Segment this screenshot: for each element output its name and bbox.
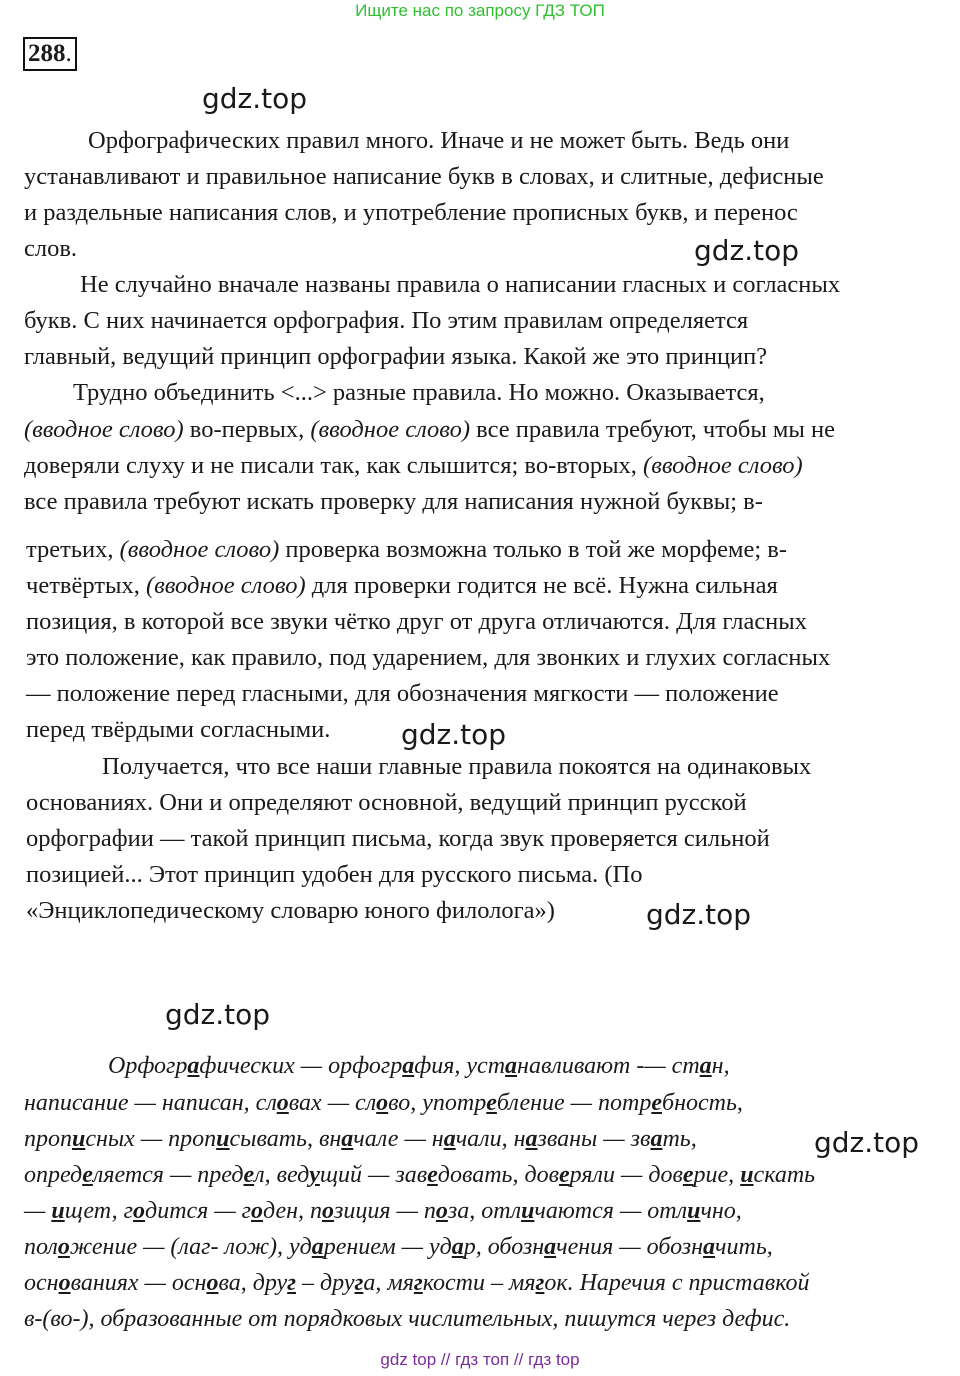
watermark: gdz.top [814,1126,920,1159]
text-line [26,535,787,565]
text-line [80,270,840,300]
marked-letter: а [650,1126,663,1152]
text-line [26,643,830,673]
exercise-number [23,37,77,71]
text-fragment: Орфогр [108,1053,188,1079]
marked-letter: а [505,1053,518,1079]
text-fragment: сывать, вн [229,1126,342,1152]
text-fragment: щий — зав [319,1162,428,1188]
text-fragment: перед твёрдыми согласными. [26,716,331,743]
text-line [26,896,555,926]
answer-line [24,1304,790,1334]
text-fragment: орфографии — такой принцип письма, когда звук проверяется сильной [26,825,770,852]
text-fragment: чить, [715,1234,773,1260]
marked-letter: е [82,1162,93,1188]
watermark: gdz.top [202,82,308,115]
marked-letter: г [287,1270,297,1296]
marked-letter: и [72,1126,86,1152]
text-fragment: слов. [24,235,78,262]
marked-letter: о [322,1198,335,1224]
watermark: gdz.top [646,898,752,931]
text-fragment: позиция, в которой все звуки чётко друг от друга отличаются. Для гласных [26,608,808,635]
marked-letter: о [57,1234,70,1260]
text-fragment: все правила требуют, чтобы мы не [470,416,835,443]
top-banner: Ищите нас по запросу ГДЗ ТОП [355,1,605,20]
marked-letter: а [451,1234,464,1260]
text-fragment: все правила требуют искать проверку для написания нужной буквы; в- [24,488,763,515]
text-fragment: Орфографических правил много. Иначе и не может быть. Ведь они [88,127,790,154]
answer-line [24,1160,815,1190]
text-fragment: жение — (лаг- лож), уд [69,1234,312,1260]
text-fragment: в-(во-), образованные от порядковых числительных, пишутся через дефис. [24,1306,791,1332]
text-fragment: ок. Наречия с приставкой [544,1270,810,1296]
placeholder-phrase: (вводное слово) [119,536,280,563]
text-fragment: бность, [662,1090,743,1116]
marked-letter: о [276,1090,289,1116]
text-line [24,451,803,481]
answer-line [24,1088,743,1118]
text-line [26,607,807,637]
marked-letter: а [525,1126,538,1152]
text-fragment: чно, [700,1198,742,1224]
text-line [24,306,748,336]
text-line [24,234,77,264]
text-fragment: проверка возможна только в той же морфеме; в- [279,536,787,563]
marked-letter: г [535,1270,545,1296]
text-fragment: третьих, [26,536,120,563]
text-fragment: ваниях — осн [70,1270,207,1296]
marked-letter: е [559,1162,570,1188]
marked-letter: и [51,1198,65,1224]
marked-letter: и [740,1162,754,1188]
text-fragment: Получается, что все наши главные правила покоятся на одинаковых [102,753,812,780]
marked-letter: у [309,1162,320,1188]
marked-letter: о [58,1270,71,1296]
text-fragment: вах — сл [288,1090,377,1116]
text-line [26,715,330,745]
text-fragment: ден, п [263,1198,323,1224]
text-fragment: — [24,1198,52,1224]
text-fragment: Не случайно вначале названы правила о написании гласных и согласных [80,271,841,298]
text-fragment: позицией... Этот принцип удобен для русского письма. (По [26,861,643,888]
text-fragment: опред [24,1162,83,1188]
text-fragment: рие, [693,1162,741,1188]
text-fragment: букв. С них начинается орфография. По этим правилам определяется [24,307,749,334]
answer-line [108,1051,730,1081]
marked-letter: о [133,1198,146,1224]
watermark: gdz.top [694,234,800,267]
text-line [26,788,747,818]
answer-line [24,1268,810,1298]
text-fragment: зиция — п [334,1198,436,1224]
marked-letter: о [206,1270,219,1296]
marked-letter: е [682,1162,694,1188]
text-fragment: рением — уд [323,1234,452,1260]
text-fragment: а, мя [363,1270,414,1296]
marked-letter: е [486,1090,497,1116]
text-fragment: довать, дов [437,1162,560,1188]
text-fragment: навливают -— ст [517,1053,700,1079]
marked-letter: и [521,1198,535,1224]
text-line [24,198,798,228]
text-line [26,679,779,709]
text-fragment: дится — г [145,1198,252,1224]
text-fragment: проп [24,1126,72,1152]
answer-line [24,1196,742,1226]
text-fragment: пол [24,1234,58,1260]
text-fragment: р, обозн [463,1234,545,1260]
marked-letter: е [427,1162,438,1188]
text-fragment: – дру [296,1270,355,1296]
text-line [24,415,835,445]
text-fragment: ляется — пред [92,1162,244,1188]
text-fragment: во, употр [388,1090,487,1116]
text-fragment: скать [753,1162,816,1188]
marked-letter: а [311,1234,324,1260]
marked-letter: а [443,1126,456,1152]
text-fragment: сных — проп [85,1126,217,1152]
exercise-number-value: 288 [28,40,66,67]
marked-letter: о [435,1198,448,1224]
text-fragment: за, отл [447,1198,522,1224]
text-fragment: и раздельные написания слов, и употребление прописных букв, и перенос [24,199,798,226]
footer-links: gdz top // гдз топ // гдз top [380,1350,580,1369]
text-fragment: ряли — дов [569,1162,683,1188]
text-fragment: осн [24,1270,59,1296]
marked-letter: а [699,1053,712,1079]
placeholder-phrase: (вводное слово) [310,416,471,443]
watermark: gdz.top [165,998,271,1031]
watermark: gdz.top [401,718,507,751]
marked-letter: и [687,1198,701,1224]
text-fragment: Трудно объединить <...> разные правила. Но можно. Оказывается, [73,379,765,406]
text-fragment: ва, дру [218,1270,288,1296]
text-fragment: фических — орфогр [199,1053,403,1079]
text-fragment: для проверки годится не всё. Нужна сильная [305,572,778,599]
text-line [24,162,824,192]
marked-letter: о [251,1198,264,1224]
text-line [26,824,770,854]
exercise-number-dot: . [65,40,72,67]
text-fragment: фия, уст [414,1053,506,1079]
text-fragment: во-первых, [183,416,311,443]
text-fragment: написание — написан, сл [24,1090,277,1116]
text-fragment: ть, [662,1126,697,1152]
marked-letter: е [651,1090,662,1116]
text-fragment: чали, н [455,1126,526,1152]
text-fragment: основаниях. Они и определяют основной, ведущий принцип русской [26,789,747,816]
text-fragment: доверяли слуху и не писали так, как слышится; во-вторых, [24,452,644,479]
text-fragment: главный, ведущий принцип орфографии языка. Какой же это принцип? [24,343,768,370]
placeholder-phrase: (вводное слово) [145,572,306,599]
text-fragment: кости – мя [422,1270,536,1296]
marked-letter: а [402,1053,415,1079]
answer-line [24,1124,697,1154]
placeholder-phrase: (вводное слово) [24,416,184,443]
text-fragment: устанавливают и правильное написание букв в словах, и слитные, дефисные [24,163,824,190]
text-fragment: «Энциклопедическому словарю юного филолога») [26,897,555,924]
text-fragment: н, [711,1053,730,1079]
marked-letter: е [243,1162,255,1188]
text-line [88,126,789,156]
text-fragment: — положение перед гласными, для обозначения мягкости — положение [26,680,779,707]
text-line [73,378,765,408]
text-fragment: званы — зв [537,1126,651,1152]
marked-letter: а [544,1234,557,1260]
marked-letter: г [413,1270,423,1296]
text-fragment: щет, г [64,1198,134,1224]
text-fragment: чения — обозн [556,1234,704,1260]
marked-letter: а [341,1126,354,1152]
text-line [26,571,778,601]
text-fragment: это положение, как правило, под ударением, для звонких и глухих согласных [26,644,831,671]
marked-letter: и [216,1126,230,1152]
text-fragment: л, вед [254,1162,310,1188]
marked-letter: о [376,1090,389,1116]
text-line [24,342,767,372]
text-line [26,860,642,890]
text-line [102,752,811,782]
text-fragment: чале — н [353,1126,444,1152]
marked-letter: а [187,1053,200,1079]
placeholder-phrase: (вводное слово) [643,452,803,479]
marked-letter: г [354,1270,364,1296]
text-fragment: чаются — отл [534,1198,688,1224]
answer-line [24,1232,773,1262]
text-fragment: бление — потр [496,1090,652,1116]
text-line [24,487,763,517]
marked-letter: а [703,1234,716,1260]
text-fragment: четвёртых, [26,572,146,599]
